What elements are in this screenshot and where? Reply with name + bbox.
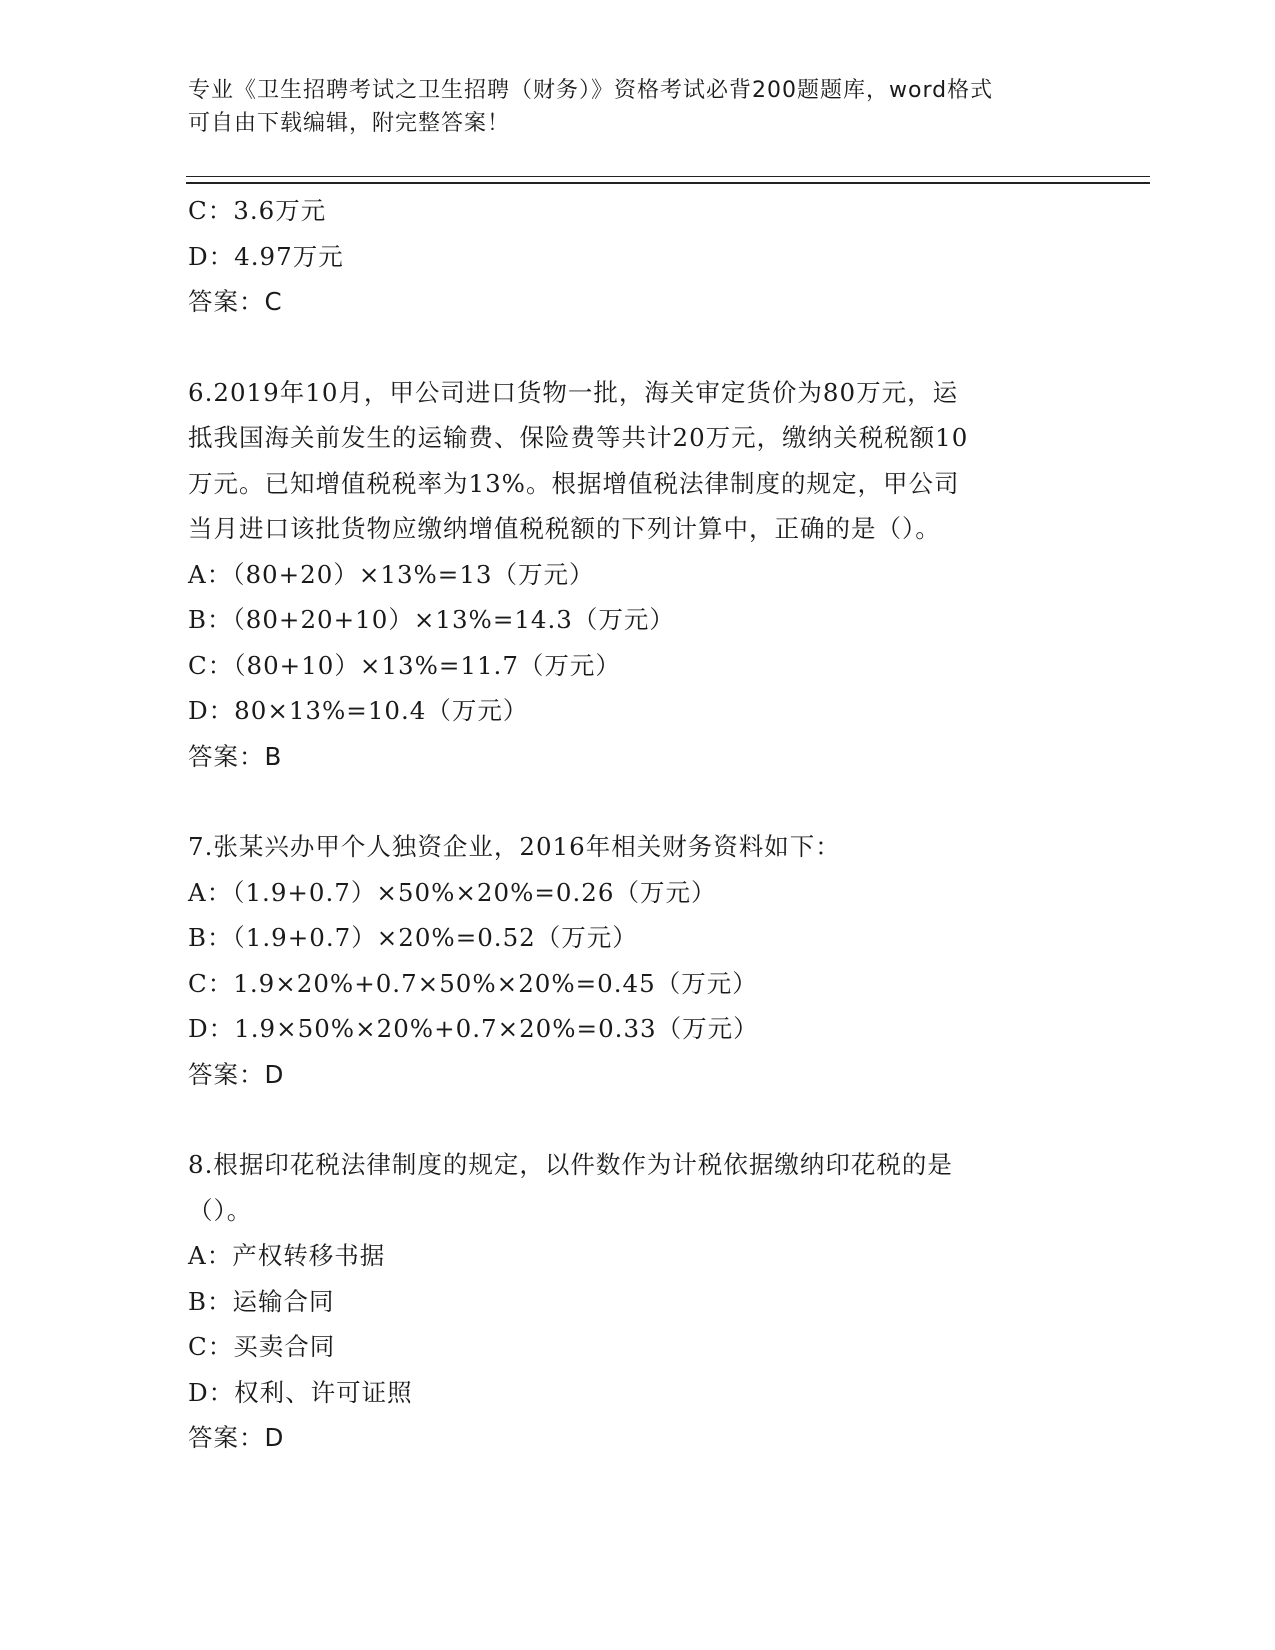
question-7 xyxy=(188,824,1088,1097)
question-5-tail xyxy=(188,188,1088,325)
option-c: C：买卖合同 xyxy=(188,1332,336,1361)
question-stem-line: 抵我国海关前发生的运输费、保险费等共计20万元，缴纳关税税额10 xyxy=(188,423,969,452)
header-title-line-1: 专业《卫生招聘考试之卫生招聘（财务）》资格考试必背200题题库，word格式 xyxy=(188,78,994,103)
option-d: D：权利、许可证照 xyxy=(188,1377,413,1407)
answer: 答案：D xyxy=(188,1423,285,1452)
option-b: B：运输合同 xyxy=(188,1286,335,1316)
answer: 答案：D xyxy=(188,1059,285,1089)
question-6 xyxy=(188,370,1088,780)
question-stem-line: 7.张某兴办甲个人独资企业，2016年相关财务资料如下： xyxy=(188,832,841,861)
question-stem-line: 6.2019年10月，甲公司进口货物一批，海关审定货价为80万元，运 xyxy=(188,377,959,407)
option-b: B：（1.9+0.7）×20%=0.52（万元） xyxy=(188,923,638,952)
option-a: A：（80+20）×13%=13（万元） xyxy=(188,559,595,589)
option-c: C：1.9×20%+0.7×50%×20%=0.45（万元） xyxy=(188,968,758,998)
question-8 xyxy=(188,1142,1088,1461)
question-stem-line: （）。 xyxy=(188,1195,253,1225)
question-content xyxy=(188,188,1088,1461)
option-c: C：（80+10）×13%=11.7（万元） xyxy=(188,650,621,680)
question-stem-line: 当月进口该批货物应缴纳增值税税额的下列计算中，正确的是（）。 xyxy=(188,514,941,543)
question-stem-line: 万元。已知增值税税率为13%。根据增值税法律制度的规定，甲公司 xyxy=(188,468,960,498)
answer: 答案：C xyxy=(188,287,283,316)
option-d: D：1.9×50%×20%+0.7×20%=0.33（万元） xyxy=(188,1014,759,1043)
option-d: D：4.97万元 xyxy=(188,241,344,271)
option-b: B：（80+20+10）×13%=14.3（万元） xyxy=(188,605,675,634)
answer: 答案：B xyxy=(188,741,283,771)
option-a: A：（1.9+0.7）×50%×20%=0.26（万元） xyxy=(188,877,717,907)
option-a: A：产权转移书据 xyxy=(188,1241,386,1270)
header-title-line-2: 可自由下载编辑，附完整答案！ xyxy=(188,111,511,136)
option-d: D：80×13%=10.4（万元） xyxy=(188,696,529,725)
option-c: C：3.6万元 xyxy=(188,196,327,225)
header-divider xyxy=(186,176,1150,184)
question-stem-line: 8.根据印花税法律制度的规定，以件数作为计税依据缴纳印花税的是 xyxy=(188,1150,953,1179)
page-header xyxy=(188,74,1088,140)
